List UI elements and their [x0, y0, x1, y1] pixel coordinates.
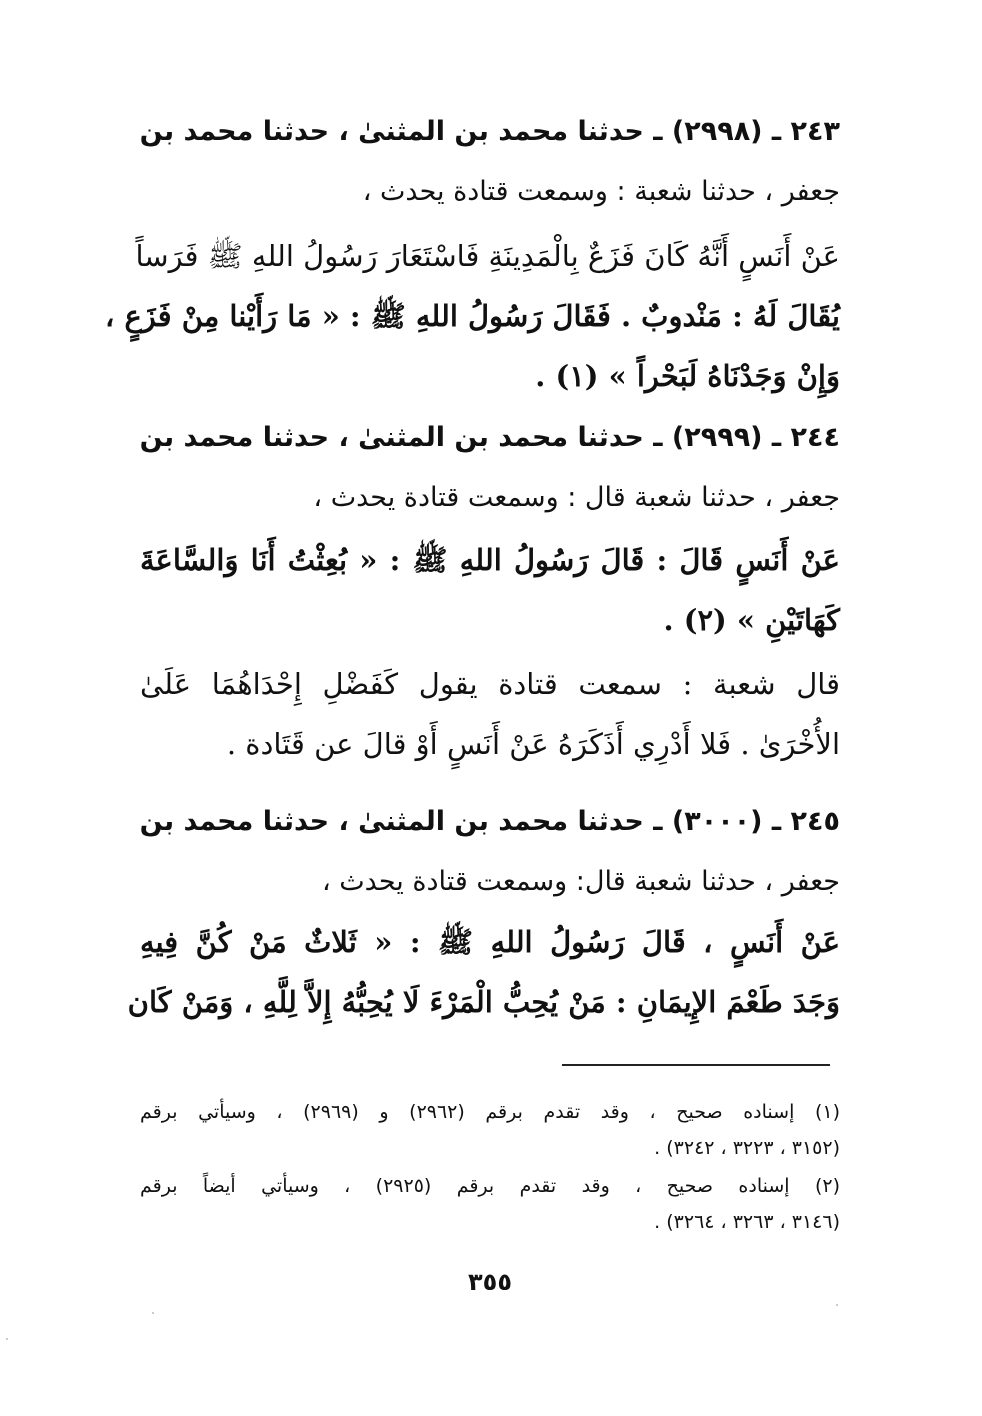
hadith-243-matn [104, 226, 840, 406]
footnote-1-line-2: (٣١٥٢ ، ٣٢٢٣ ، ٣٢٤٢) . [654, 1137, 840, 1159]
hadith-243-matn-line-3: وَإِنْ وَجَدْنَاهُ لَبَحْراً » (١) . [535, 359, 840, 393]
hadith-244-matn-line-2: كَهَاتَيْنِ » (٢) . [663, 603, 840, 637]
footnote-1-line-1: (١) إسناده صحيح ، وقد تقدم برقم (٢٩٦٢) و (٢٩٦٩) ، وسيأتي برقم [140, 1101, 840, 1123]
hadith-244-matn [140, 530, 840, 650]
footnote-2-line-1: (٢) إسناده صحيح ، وقد تقدم برقم (٢٩٢٥) ، وسيأتي أيضاً برقم [140, 1175, 840, 1197]
hadith-245 [140, 792, 840, 912]
page-number: ٣٥٥ [468, 1268, 512, 1296]
hadith-243 [140, 102, 840, 222]
hadith-244-matn-line-1: عَنْ أَنَسٍ قَالَ : قَالَ رَسُولُ اللهِ ﷺ : « بُعِثْتُ أَنَا وَالسَّاعَةَ [140, 543, 840, 577]
hadith-245-matn-line-2: وَجَدَ طَعْمَ الإِيمَانِ : مَنْ يُحِبُّ الْمَرْءَ لَا يُحِبُّهُ إِلاَّ لِلَّهِ ، وَمَنْ كَان [127, 985, 840, 1019]
footnote-1 [140, 1094, 840, 1166]
hadith-244-note [140, 654, 840, 774]
hadith-243-isnad-line-2: جعفر ، حدثنا شعبة : وسمعت قتادة يحدث ، [362, 176, 840, 207]
hadith-244-note-line-1: قال شعبة : سمعت قتادة يقول كَفَضْلِ إِحْدَاهُمَا عَلَىٰ [140, 667, 840, 701]
hadith-245-isnad-line-1: ٢٤٥ ـ (٣٠٠٠) ـ حدثنا محمد بن المثنىٰ ، حدثنا محمد بن [139, 806, 840, 837]
hadith-243-isnad-line-1: ٢٤٣ ـ (٢٩٩٨) ـ حدثنا محمد بن المثنىٰ ، حدثنا محمد بن [139, 116, 840, 147]
hadith-245-matn-line-1: عَنْ أَنَسٍ ، قَالَ رَسُولُ اللهِ ﷺ : « ثَلاثٌ مَنْ كُنَّ فِيهِ [140, 925, 840, 959]
hadith-244 [140, 408, 840, 528]
scan-speck [152, 1312, 154, 1314]
scan-speck [836, 1304, 838, 1306]
hadith-244-note-line-2: الأُخْرَىٰ . فَلا أَدْرِي أَذَكَرَهُ عَنْ أَنَسٍ أَوْ قالَ عن قَتَادة . [226, 727, 840, 761]
hadith-244-isnad-line-2: جعفر ، حدثنا شعبة قال : وسمعت قتادة يحدث ، [313, 482, 840, 513]
hadith-243-matn-line-2: يُقَالَ لَهُ : مَنْدوبٌ . فَقَالَ رَسُولُ اللهِ ﷺ : « مَا رَأَيْنا مِنْ فَزَعٍ ، [104, 299, 840, 333]
scan-speck [6, 1338, 8, 1340]
footnote-2 [140, 1168, 840, 1240]
hadith-245-isnad-line-2: جعفر ، حدثنا شعبة قال: وسمعت قتادة يحدث ، [321, 866, 840, 897]
footnote-2-line-2: (٣١٤٦ ، ٣٢٦٣ ، ٣٢٦٤) . [654, 1211, 840, 1233]
footnote-separator [562, 1064, 830, 1066]
hadith-244-isnad-line-1: ٢٤٤ ـ (٢٩٩٩) ـ حدثنا محمد بن المثنىٰ ، حدثنا محمد بن [139, 422, 840, 453]
hadith-243-matn-line-1: عَنْ أَنَسٍ أَنَّهُ كَانَ فَزَعٌ بِالْمَدِينَةِ فَاسْتَعَارَ رَسُولُ اللهِ ﷺ فَرَساً [135, 239, 840, 273]
hadith-245-matn [127, 912, 840, 1032]
